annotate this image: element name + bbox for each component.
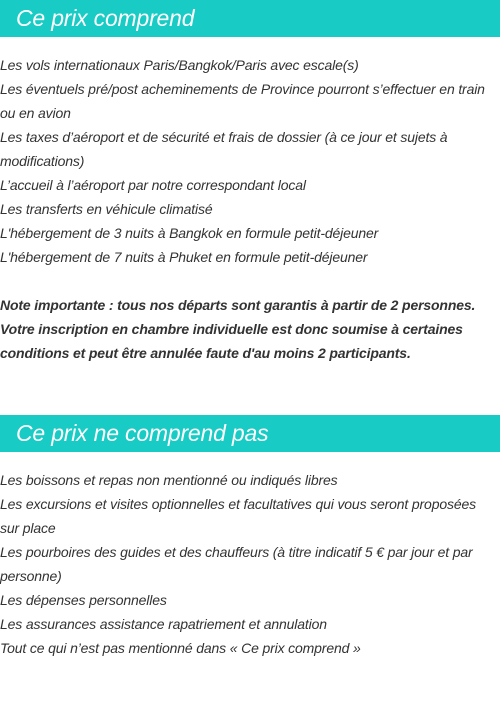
list-item: Les taxes d’aéroport et de sécurité et frais de dossier (à ce jour et sujets à modifications) <box>0 129 448 169</box>
list-item: Les transferts en véhicule climatisé <box>0 201 213 217</box>
list-item: Tout ce qui n’est pas mentionné dans « Ce prix comprend » <box>0 640 361 656</box>
list-item: Les vols internationaux Paris/Bangkok/Paris avec escale(s) <box>0 57 359 73</box>
list-item: L’accueil à l’aéroport par notre correspondant local <box>0 177 306 193</box>
list-item: Les dépenses personnelles <box>0 592 167 608</box>
important-note: Note importante : tous nos départs sont garantis à partir de 2 personnes. Votre inscription en chambre individuelle est donc soumise à certaines conditions et peut être annulée faute d'au moins 2 participants. <box>0 297 476 361</box>
list-item: L'hébergement de 7 nuits à Phuket en formule petit-déjeuner <box>0 249 368 265</box>
price-excludes-header <box>0 415 500 452</box>
list-item: Les éventuels pré/post acheminements de Province pourront s’effectuer en train ou en avion <box>0 81 485 121</box>
list-item: Les excursions et visites optionnelles et facultatives qui vous seront proposées sur place <box>0 496 476 536</box>
price-excludes-title: Ce prix ne comprend pas <box>16 420 269 446</box>
list-item: Les assurances assistance rapatriement et annulation <box>0 616 327 632</box>
price-includes-header <box>0 0 500 37</box>
list-item: Les boissons et repas non mentionné ou indiqués libres <box>0 472 338 488</box>
price-includes-list <box>0 53 494 269</box>
list-item: Les pourboires des guides et des chauffeurs (à titre indicatif 5 € par jour et par personne) <box>0 544 473 584</box>
price-includes-title: Ce prix comprend <box>16 5 195 31</box>
list-item: L'hébergement de 3 nuits à Bangkok en formule petit-déjeuner <box>0 225 379 241</box>
price-excludes-list <box>0 468 494 660</box>
